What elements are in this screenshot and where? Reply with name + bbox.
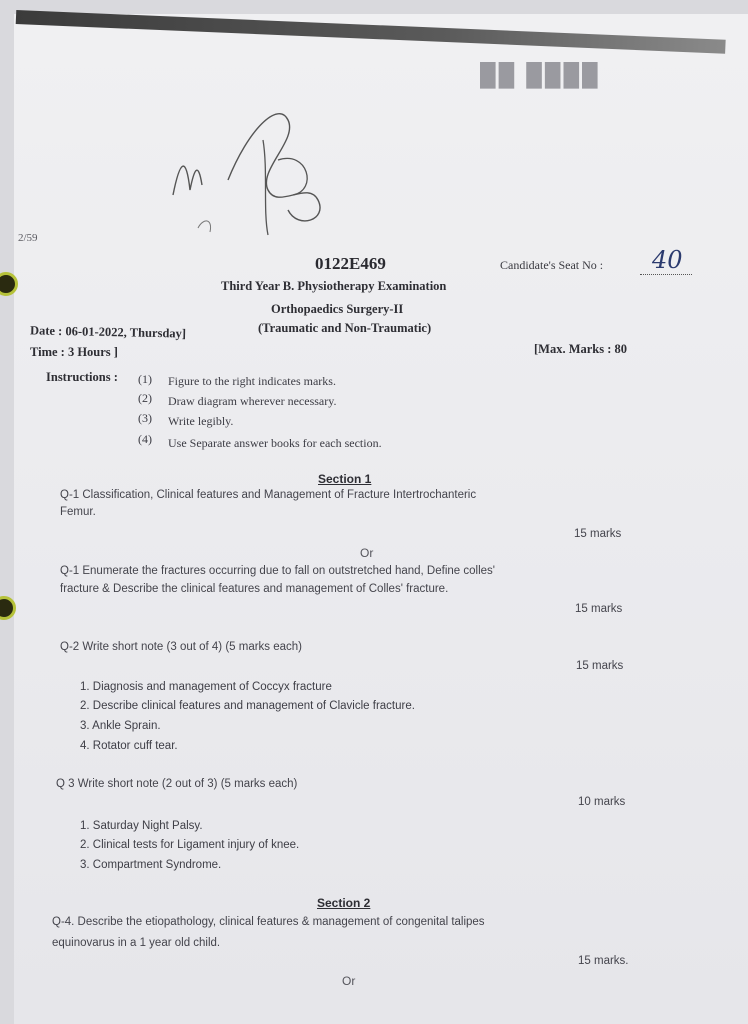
exam-time: Time : 3 Hours ]	[30, 345, 118, 359]
q1a-marks: 15 marks	[574, 528, 622, 540]
q4-marks: 15 marks.	[578, 955, 629, 967]
paper-code: 0122E469	[315, 254, 386, 273]
instruction-num: (1)	[138, 372, 152, 386]
instruction-num: (2)	[138, 391, 152, 405]
seat-underline	[640, 274, 692, 275]
instruction-text: Use Separate answer books for each section.	[168, 436, 382, 450]
q1b-line2: fracture & Describe the clinical features and management of Colles' fracture.	[60, 583, 449, 595]
q3-item: 3. Compartment Syndrome.	[80, 859, 222, 871]
faded-print-mark: ██ ████	[480, 62, 601, 87]
instruction-num: (3)	[138, 411, 152, 425]
subject-title: Orthopaedics Surgery-II	[271, 302, 404, 316]
instruction-text: Figure to the right indicates marks.	[168, 374, 336, 388]
exam-date: Date : 06-01-2022, Thursday]	[29, 323, 187, 341]
q3-item: 2. Clinical tests for Ligament injury of knee.	[80, 839, 300, 851]
handwritten-signature	[168, 100, 338, 240]
q4-line2: equinovarus in a 1 year old child.	[52, 937, 221, 949]
or-divider-1: Or	[360, 546, 374, 560]
subject-subtitle: (Traumatic and Non-Traumatic)	[258, 321, 432, 335]
q3-heading: Q 3 Write short note (2 out of 3) (5 marks each)	[56, 778, 298, 790]
section-1-title: Section 1	[318, 472, 372, 486]
instruction-num: (4)	[138, 432, 152, 446]
max-marks: [Max. Marks : 80	[534, 342, 628, 356]
seat-label: Candidate's Seat No :	[500, 258, 604, 272]
seat-number-handwritten: 40	[652, 246, 683, 274]
q1b-line1: Q-1 Enumerate the fractures occurring due to fall on outstretched hand, Define colles'	[60, 565, 495, 577]
q1a-line1: Q-1 Classification, Clinical features and Management of Fracture Intertrochanteric	[60, 489, 477, 501]
q2-heading: Q-2 Write short note (3 out of 4) (5 marks each)	[60, 641, 303, 653]
q1a-line2: Femur.	[60, 506, 96, 518]
q2-item: 2. Describe clinical features and management of Clavicle fracture.	[80, 700, 415, 712]
course-title: Third Year B. Physiotherapy Examination	[221, 279, 447, 293]
exam-paper	[14, 14, 748, 1024]
instructions-label: Instructions :	[46, 370, 118, 384]
q2-item: 1. Diagnosis and management of Coccyx fracture	[80, 681, 332, 693]
q3-item: 1. Saturday Night Palsy.	[80, 820, 203, 832]
q1b-marks: 15 marks	[575, 603, 623, 615]
page-number: 2/59	[18, 232, 38, 244]
instruction-text: Write legibly.	[168, 414, 234, 428]
or-divider-2: Or	[342, 974, 356, 988]
q4-line1: Q-4. Describe the etiopathology, clinical features & management of congenital talipes	[52, 916, 485, 928]
q2-item: 4. Rotator cuff tear.	[80, 740, 178, 752]
instruction-text: Draw diagram wherever necessary.	[168, 394, 337, 408]
section-2-title: Section 2	[317, 896, 371, 910]
q2-marks: 15 marks	[576, 660, 624, 672]
q3-marks: 10 marks	[578, 796, 626, 808]
q2-item: 3. Ankle Sprain.	[80, 720, 161, 732]
